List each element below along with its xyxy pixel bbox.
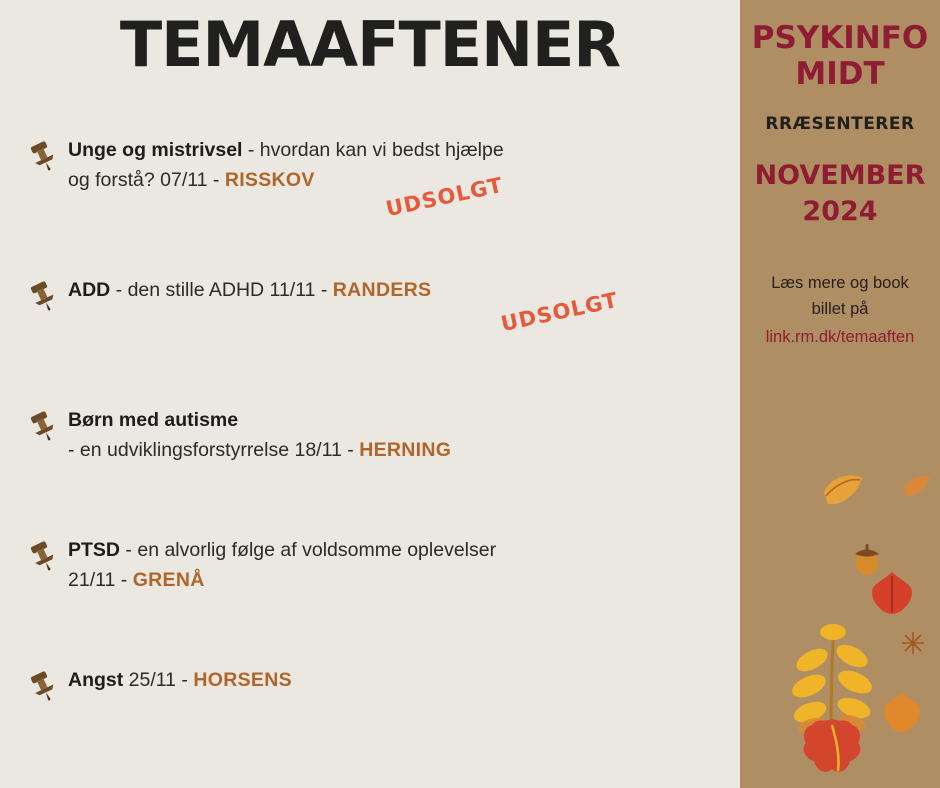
- event-topic: Unge og mistrivsel: [68, 139, 243, 161]
- event-topic: PTSD: [68, 539, 121, 561]
- event-detail: - hvordan kan vi bedst hjælpe: [242, 139, 504, 161]
- event-topic: ADD: [68, 279, 111, 301]
- leaf-icon: [796, 715, 868, 788]
- presents-label: RRÆSENTERER: [765, 114, 915, 134]
- event-text: [68, 275, 740, 305]
- pushpin-icon: [26, 139, 60, 173]
- month-label: NOVEMBER: [754, 160, 926, 191]
- event-detail: - en udviklingsforstyrrelse 18/11 -: [68, 439, 360, 461]
- event-detail: 25/11 -: [123, 669, 194, 691]
- status-badge: UDSOLGT: [383, 172, 506, 222]
- event-text: [68, 135, 740, 195]
- event-detail-cont: 21/11 -: [68, 569, 133, 591]
- brand-line-2: MIDT: [795, 56, 885, 92]
- pushpin-icon: [26, 669, 60, 703]
- acorn-icon: [850, 540, 884, 581]
- event-city: HERNING: [359, 439, 452, 461]
- event-detail-cont: og forstå? 07/11 -: [68, 169, 225, 191]
- leaf-icon: [776, 608, 886, 753]
- leaf-icon: [820, 470, 866, 515]
- year-label: 2024: [802, 196, 878, 227]
- leaf-icon: [868, 570, 916, 621]
- event-detail: - en alvorlig følge af voldsomme oplevelser: [120, 539, 497, 561]
- event-text: [68, 535, 740, 595]
- event-detail: - den stille ADHD 11/11 -: [110, 279, 333, 301]
- pushpin-icon: [26, 539, 60, 573]
- list-item: [0, 665, 740, 785]
- brand-line-1: PSYKINFO: [751, 20, 929, 56]
- leaf-icon: [902, 472, 932, 505]
- list-item: [0, 275, 740, 405]
- booking-info: [740, 270, 940, 350]
- list-item: [0, 135, 740, 275]
- sidebar: [740, 0, 940, 788]
- pushpin-icon: [26, 279, 60, 313]
- leaf-icon: [900, 630, 926, 661]
- leaf-icon: [880, 690, 924, 739]
- brand-name: [740, 20, 940, 92]
- event-text: [68, 405, 740, 465]
- event-city: RISSKOV: [224, 169, 315, 191]
- event-city: GRENÅ: [132, 569, 205, 591]
- month-year: [740, 158, 940, 230]
- booking-line-1: Læs mere og book: [771, 274, 909, 292]
- booking-link[interactable]: link.rm.dk/temaaften: [765, 328, 915, 346]
- event-topic: Børn med autisme: [68, 409, 239, 431]
- event-city: HORSENS: [193, 669, 292, 691]
- event-city: RANDERS: [332, 279, 432, 301]
- event-topic: Angst: [68, 669, 124, 691]
- event-list: [0, 135, 740, 785]
- status-badge: UDSOLGT: [498, 287, 621, 337]
- list-item: [0, 535, 740, 665]
- booking-line-2: billet på: [811, 300, 869, 318]
- list-item: [0, 405, 740, 535]
- page-title: TEMAAFTENER: [119, 8, 621, 81]
- event-text: [68, 665, 740, 695]
- pushpin-icon: [26, 409, 60, 443]
